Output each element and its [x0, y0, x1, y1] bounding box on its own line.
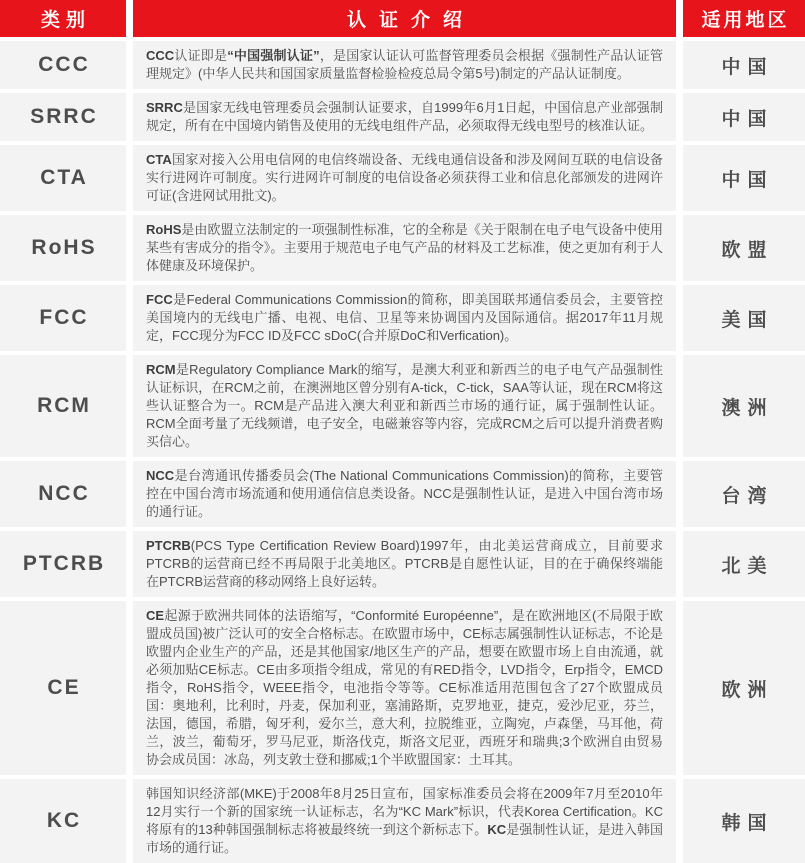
description-cell: [133, 531, 676, 597]
description-cell: [133, 285, 676, 351]
category-cell: SRRC: [0, 93, 126, 141]
description-bold-segment: CTA: [146, 152, 172, 167]
description-cell: [133, 93, 676, 141]
description-text: [146, 47, 663, 83]
description-segment: 是国家无线电管理委员会强制认证要求，自1999年6月1日起，中国信息产业部强制规定，所有在中国境内销售及使用的无线电组件产品，必须取得无线电型号的核准认证。: [146, 100, 663, 133]
region-cell: 中国: [683, 145, 805, 211]
description-text: [146, 291, 663, 345]
description-segment: 国家对接入公用电信网的电信终端设备、无线电通信设备和涉及网间互联的电信设备实行进网许可制度。实行进网许可制度的电信设备必须获得工业和信息化部颁发的进网许可证(含进网试用批文)。: [146, 152, 663, 203]
category-cell: RCM: [0, 355, 126, 457]
description-segment: 是强制性认证，是进入韩国市场的通行证。: [146, 822, 663, 855]
region-cell: 北美: [683, 531, 805, 597]
description-cell: [133, 41, 676, 89]
category-cell: NCC: [0, 461, 126, 527]
description-bold-segment: “中国强制认证”: [227, 48, 320, 63]
description-cell: [133, 145, 676, 211]
description-segment: 韩国知识经济部(MKE)于2008年8月25日宣布，国家标准委员会将在2009年7月至2010年12月实行一个新的国家统一认证标志，名为“KC Mark”标识，代表Korea Certification。KC将原有的13种韩国强制标志将被最终统一到这个新标志下。: [146, 786, 663, 837]
category-cell: RoHS: [0, 215, 126, 281]
description-text: [146, 361, 663, 451]
category-cell: CE: [0, 601, 126, 775]
description-text: [146, 785, 663, 857]
description-bold-segment: PTCRB: [146, 538, 191, 553]
description-cell: [133, 215, 676, 281]
category-cell: PTCRB: [0, 531, 126, 597]
description-bold-segment: RoHS: [146, 222, 182, 237]
region-cell: 澳洲: [683, 355, 805, 457]
description-cell: [133, 601, 676, 775]
region-cell: 美国: [683, 285, 805, 351]
description-segment: 是由欧盟立法制定的一项强制性标准，它的全称是《关于限制在电子电气设备中使用某些有害成分的指令》。主要用于规范电子电气产品的材料及工艺标准，使之更加有利于人体健康及环境保护。: [146, 222, 663, 273]
description-bold-segment: NCC: [146, 468, 175, 483]
description-segment: 认证即是: [174, 48, 228, 63]
region-cell: 台湾: [683, 461, 805, 527]
description-segment: ，是国家认证认可监督管理委员会根据《强制性产品认证管理规定》(中华人民共和国国家质量监督检验检疫总局令第5号)制定的产品认证制度。: [146, 48, 663, 81]
description-bold-segment: CE: [146, 608, 165, 623]
region-cell: 欧盟: [683, 215, 805, 281]
description-text: [146, 467, 663, 521]
description-text: [146, 607, 663, 769]
category-cell: KC: [0, 779, 126, 863]
description-segment: 起源于欧洲共同体的法语缩写，“Conformité Européenne”，是在欧洲地区(不局限于欧盟成员国)被广泛认可的安全合格标志。在欧盟市场中，CE标志属强制性认证标志，不论是欧盟内企业生产的产品，还是其他国家/地区生产的产品，想要在欧盟市场上自由流通，就必须加贴CE标志。CE由多项指令组成，常见的有RED指令，LVD指令，Erp指令，EMCD指令，RoHS指令，WEEE指令，电池指令等等。CE标准适用范围包含了27个欧盟成员国：奥地利，比利时，丹麦，保加利亚，塞浦路斯，克罗地亚，捷克，爱沙尼亚，芬兰，法国，德国，希腊，匈牙利，爱尔兰，意大利，拉脱维亚，立陶宛，卢森堡，马耳他，荷兰，波兰，葡萄牙，罗马尼亚，斯洛伐克，斯洛文尼亚，西班牙和瑞典;3个欧洲自由贸易协会成员国：冰岛，列支敦士登和挪威;1个半欧盟国家：土耳其。: [146, 608, 663, 767]
description-text: [146, 151, 663, 205]
region-cell: 欧洲: [683, 601, 805, 775]
description-cell: [133, 355, 676, 457]
region-cell: 韩国: [683, 779, 805, 863]
description-bold-segment: CCC: [146, 48, 175, 63]
description-bold-segment: KC: [487, 822, 507, 837]
description-text: [146, 221, 663, 275]
category-cell: CTA: [0, 145, 126, 211]
description-segment: (PCS Type Certification Review Board)1997年，由北美运营商成立，目前要求PTCRB的运营商已经不再局限于北美地区。PTCRB是自愿性认证，目的在于确保终端能在PTCRB运营商的移动网络上良好运转。: [146, 538, 663, 589]
description-segment: 是Federal Communications Commission的简称，即美国联邦通信委员会，主要管控美国境内的无线电广播、电视、电信、卫星等来协调国内及国际通信。据2017年11月规定，FCC现分为FCC ID及FCC sDoC(合并原DoC和Verfication)。: [146, 292, 663, 343]
category-cell: FCC: [0, 285, 126, 351]
description-text: [146, 537, 663, 591]
region-cell: 中国: [683, 93, 805, 141]
header-intro: 认证介绍: [133, 0, 676, 37]
category-cell: CCC: [0, 41, 126, 89]
region-cell: 中国: [683, 41, 805, 89]
description-bold-segment: RCM: [146, 362, 176, 377]
description-bold-segment: SRRC: [146, 100, 183, 115]
description-bold-segment: FCC: [146, 292, 173, 307]
header-category: 类别: [0, 0, 126, 37]
header-region: 适用地区: [683, 0, 805, 37]
description-segment: 是Regulatory Compliance Mark的缩写，是澳大利亚和新西兰的电子电气产品强制性认证标识，在RCM之前，在澳洲地区曾分别有A-tick，C-tick，SAA等认证，现在RCM将这些认证整合为一。RCM是产品进入澳大利亚和新西兰市场的通行证，属于强制性认证。RCM全面考量了无线频谱，电子安全，电磁兼容等内容，完成RCM之后可以提升消费者购买信心。: [146, 362, 663, 449]
description-cell: [133, 461, 676, 527]
description-text: [146, 99, 663, 135]
description-cell: [133, 779, 676, 863]
description-segment: 是台湾通讯传播委员会(The National Communications Commission)的简称，主要管控在中国台湾市场流通和使用通信信息类设备。NCC是强制性认证，是进入中国台湾市场的通行证。: [146, 468, 663, 519]
